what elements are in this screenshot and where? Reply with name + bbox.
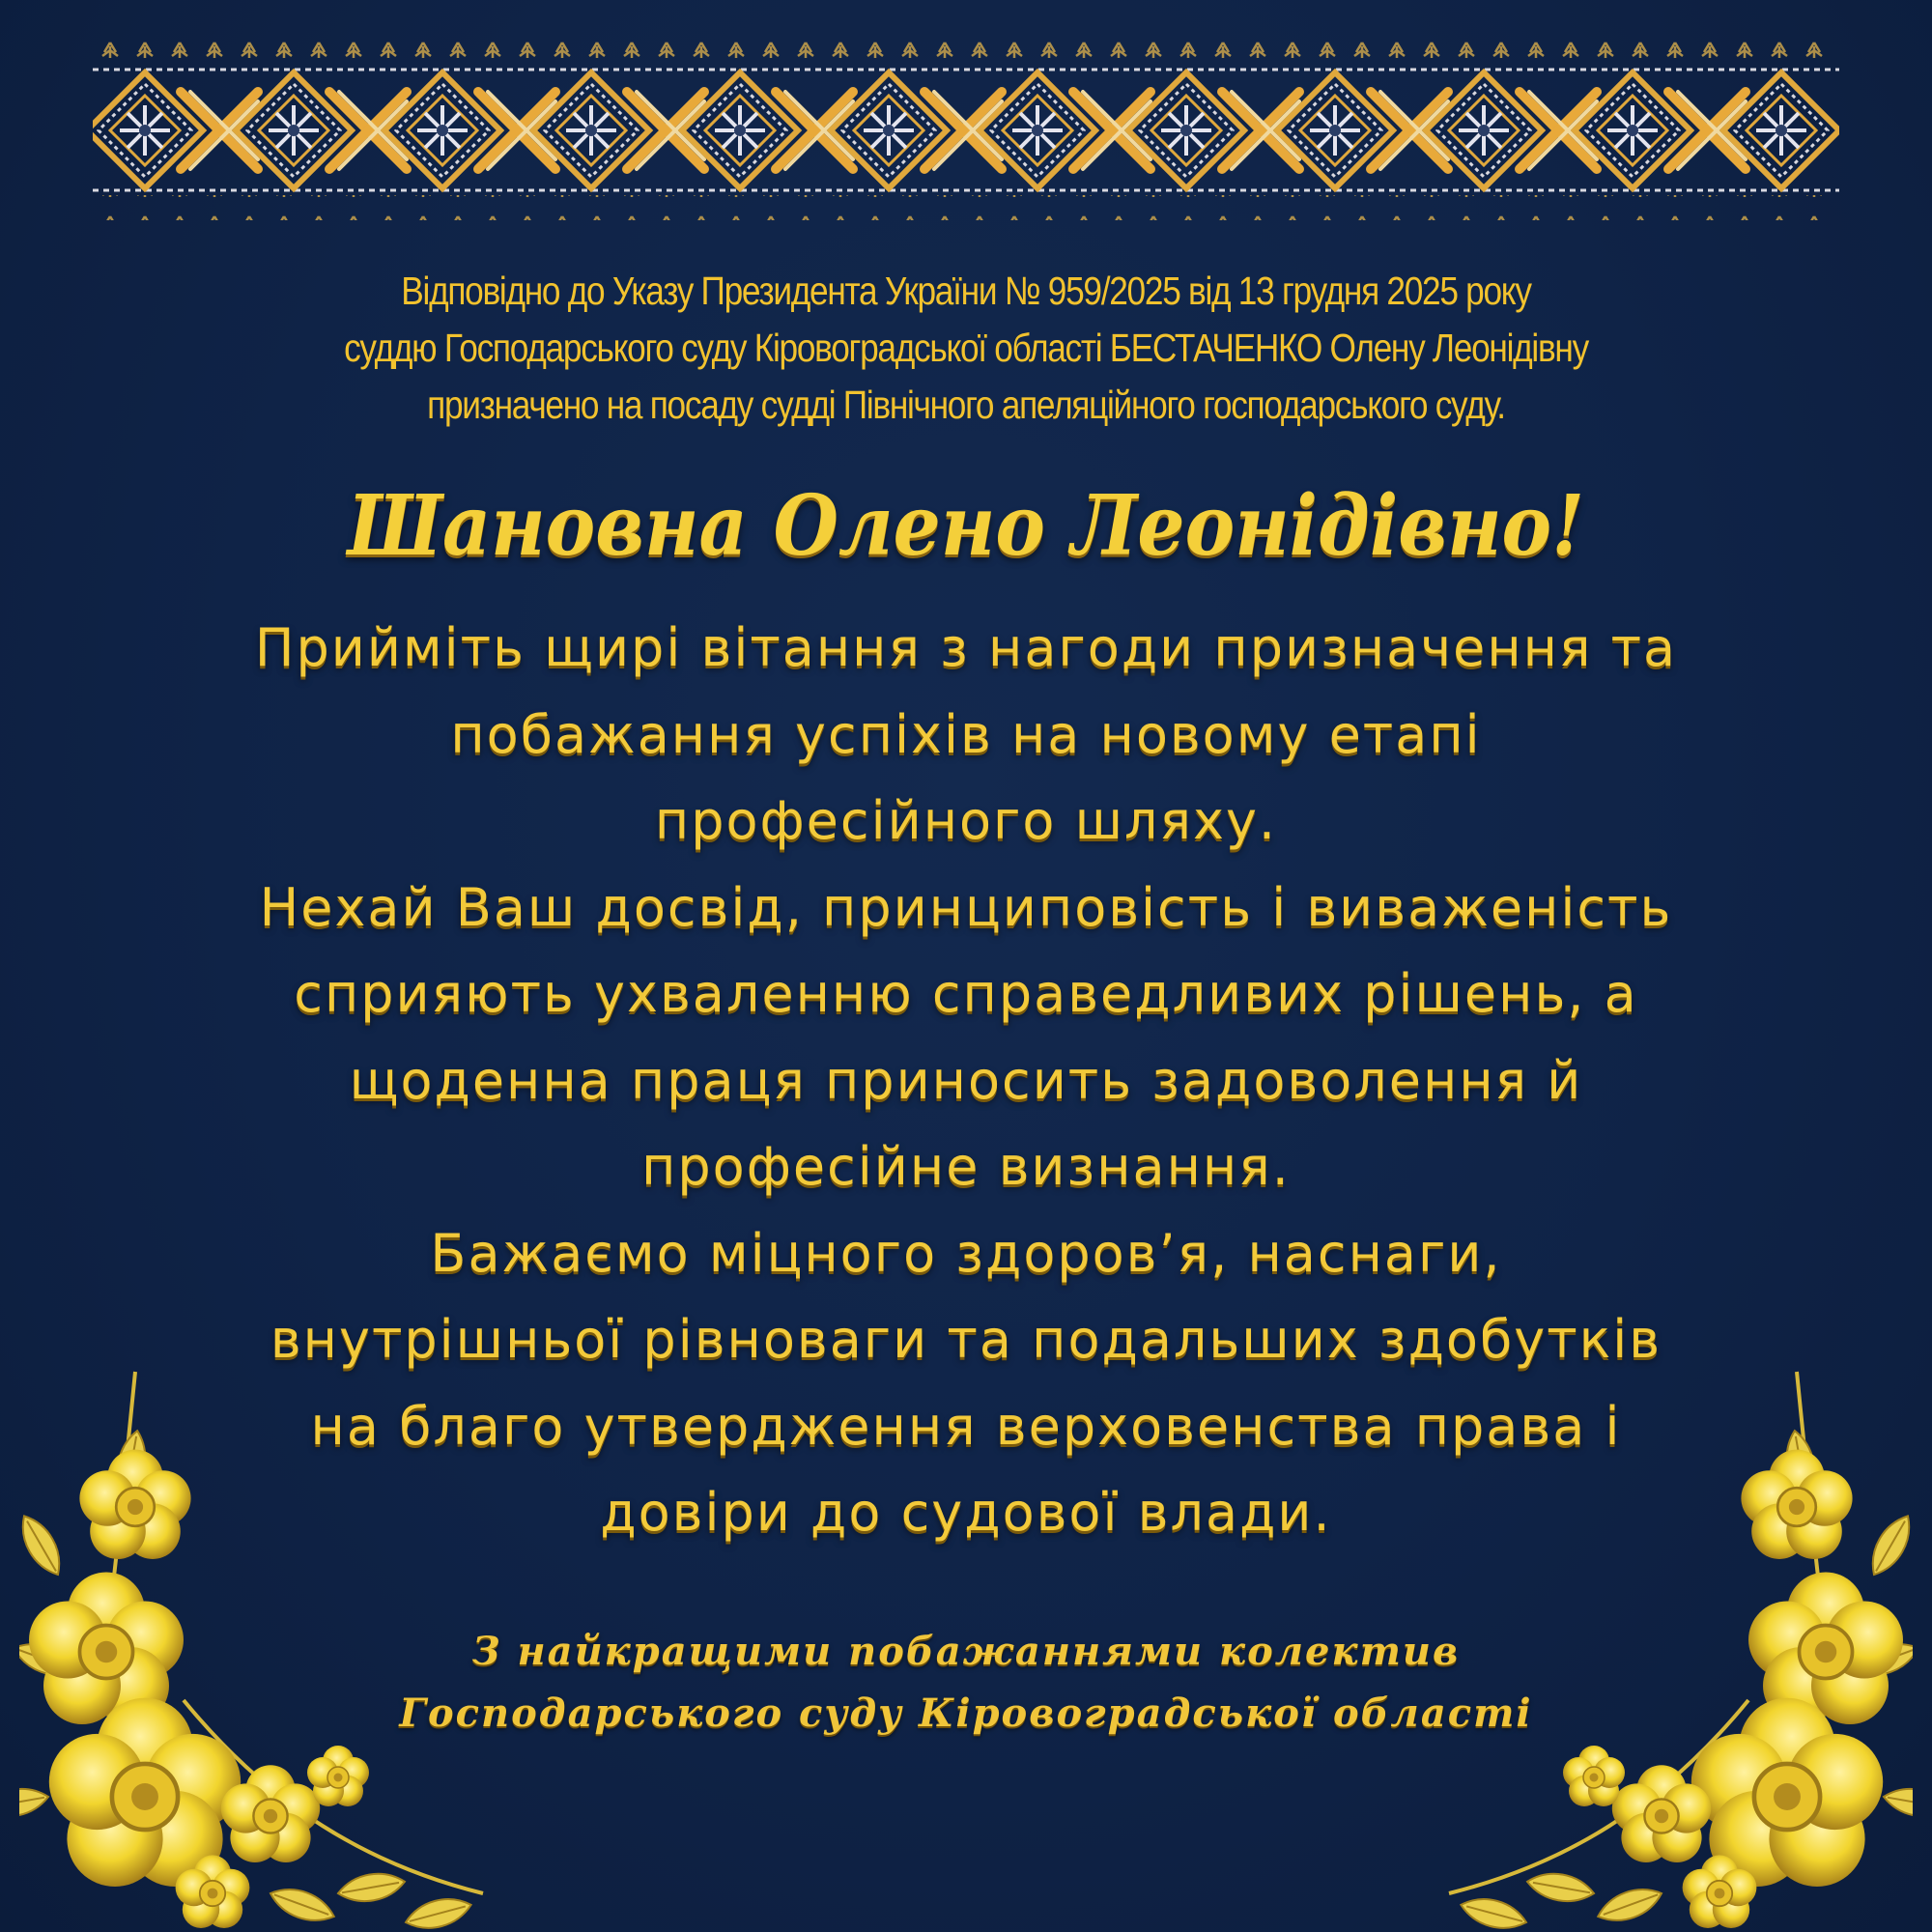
wishes-line: побажання успіхів на новому етапі — [450, 703, 1482, 765]
wishes-line: професійне визнання. — [641, 1136, 1291, 1197]
signature-line-1: З найкращими побажаннями колектив — [471, 1629, 1461, 1674]
wishes-line: Нехай Ваш досвід, принциповість і виваженість — [259, 876, 1673, 938]
decree-line-3: призначено на посаду судді Північного апеляційного господарського суду. — [427, 383, 1505, 427]
gold-flowers-left-icon — [19, 1352, 599, 1932]
ornament-diamond — [93, 72, 203, 188]
embroidery-ornament-border — [93, 39, 1839, 222]
wishes-line: на благо утвердження верховенства права і — [310, 1395, 1622, 1457]
decree-line-2: суддю Господарського суду Кіровоградської області БЕСТАЧЕНКО Олену Леонідівну — [344, 326, 1588, 370]
decree-notice — [260, 263, 1672, 434]
wishes-line: внутрішньої рівноваги та подальших здобутків — [270, 1309, 1662, 1370]
wishes-line: сприяють ухваленню справедливих рішень, а — [294, 963, 1638, 1024]
greeting-heading: Шановна Олено Леонідівно! — [347, 477, 1585, 575]
decree-line-1: Відповідно до Указу Президента України № 959/2025 від 13 грудня 2025 року — [401, 269, 1531, 313]
wishes-line: професійного шляху. — [654, 790, 1278, 851]
wishes-line: Бажаємо міцного здоров’я, наснаги, — [430, 1222, 1502, 1284]
wishes-line: щоденна праця приносить задоволення й — [349, 1049, 1583, 1111]
gold-flowers-right-icon — [1333, 1352, 1913, 1932]
signature-line-2: Господарського суду Кіровоградської області — [399, 1690, 1533, 1736]
wishes-line: довіри до судової влади. — [600, 1482, 1332, 1543]
wishes-line: Прийміть щирі вітання з нагоди призначення та — [254, 617, 1678, 678]
